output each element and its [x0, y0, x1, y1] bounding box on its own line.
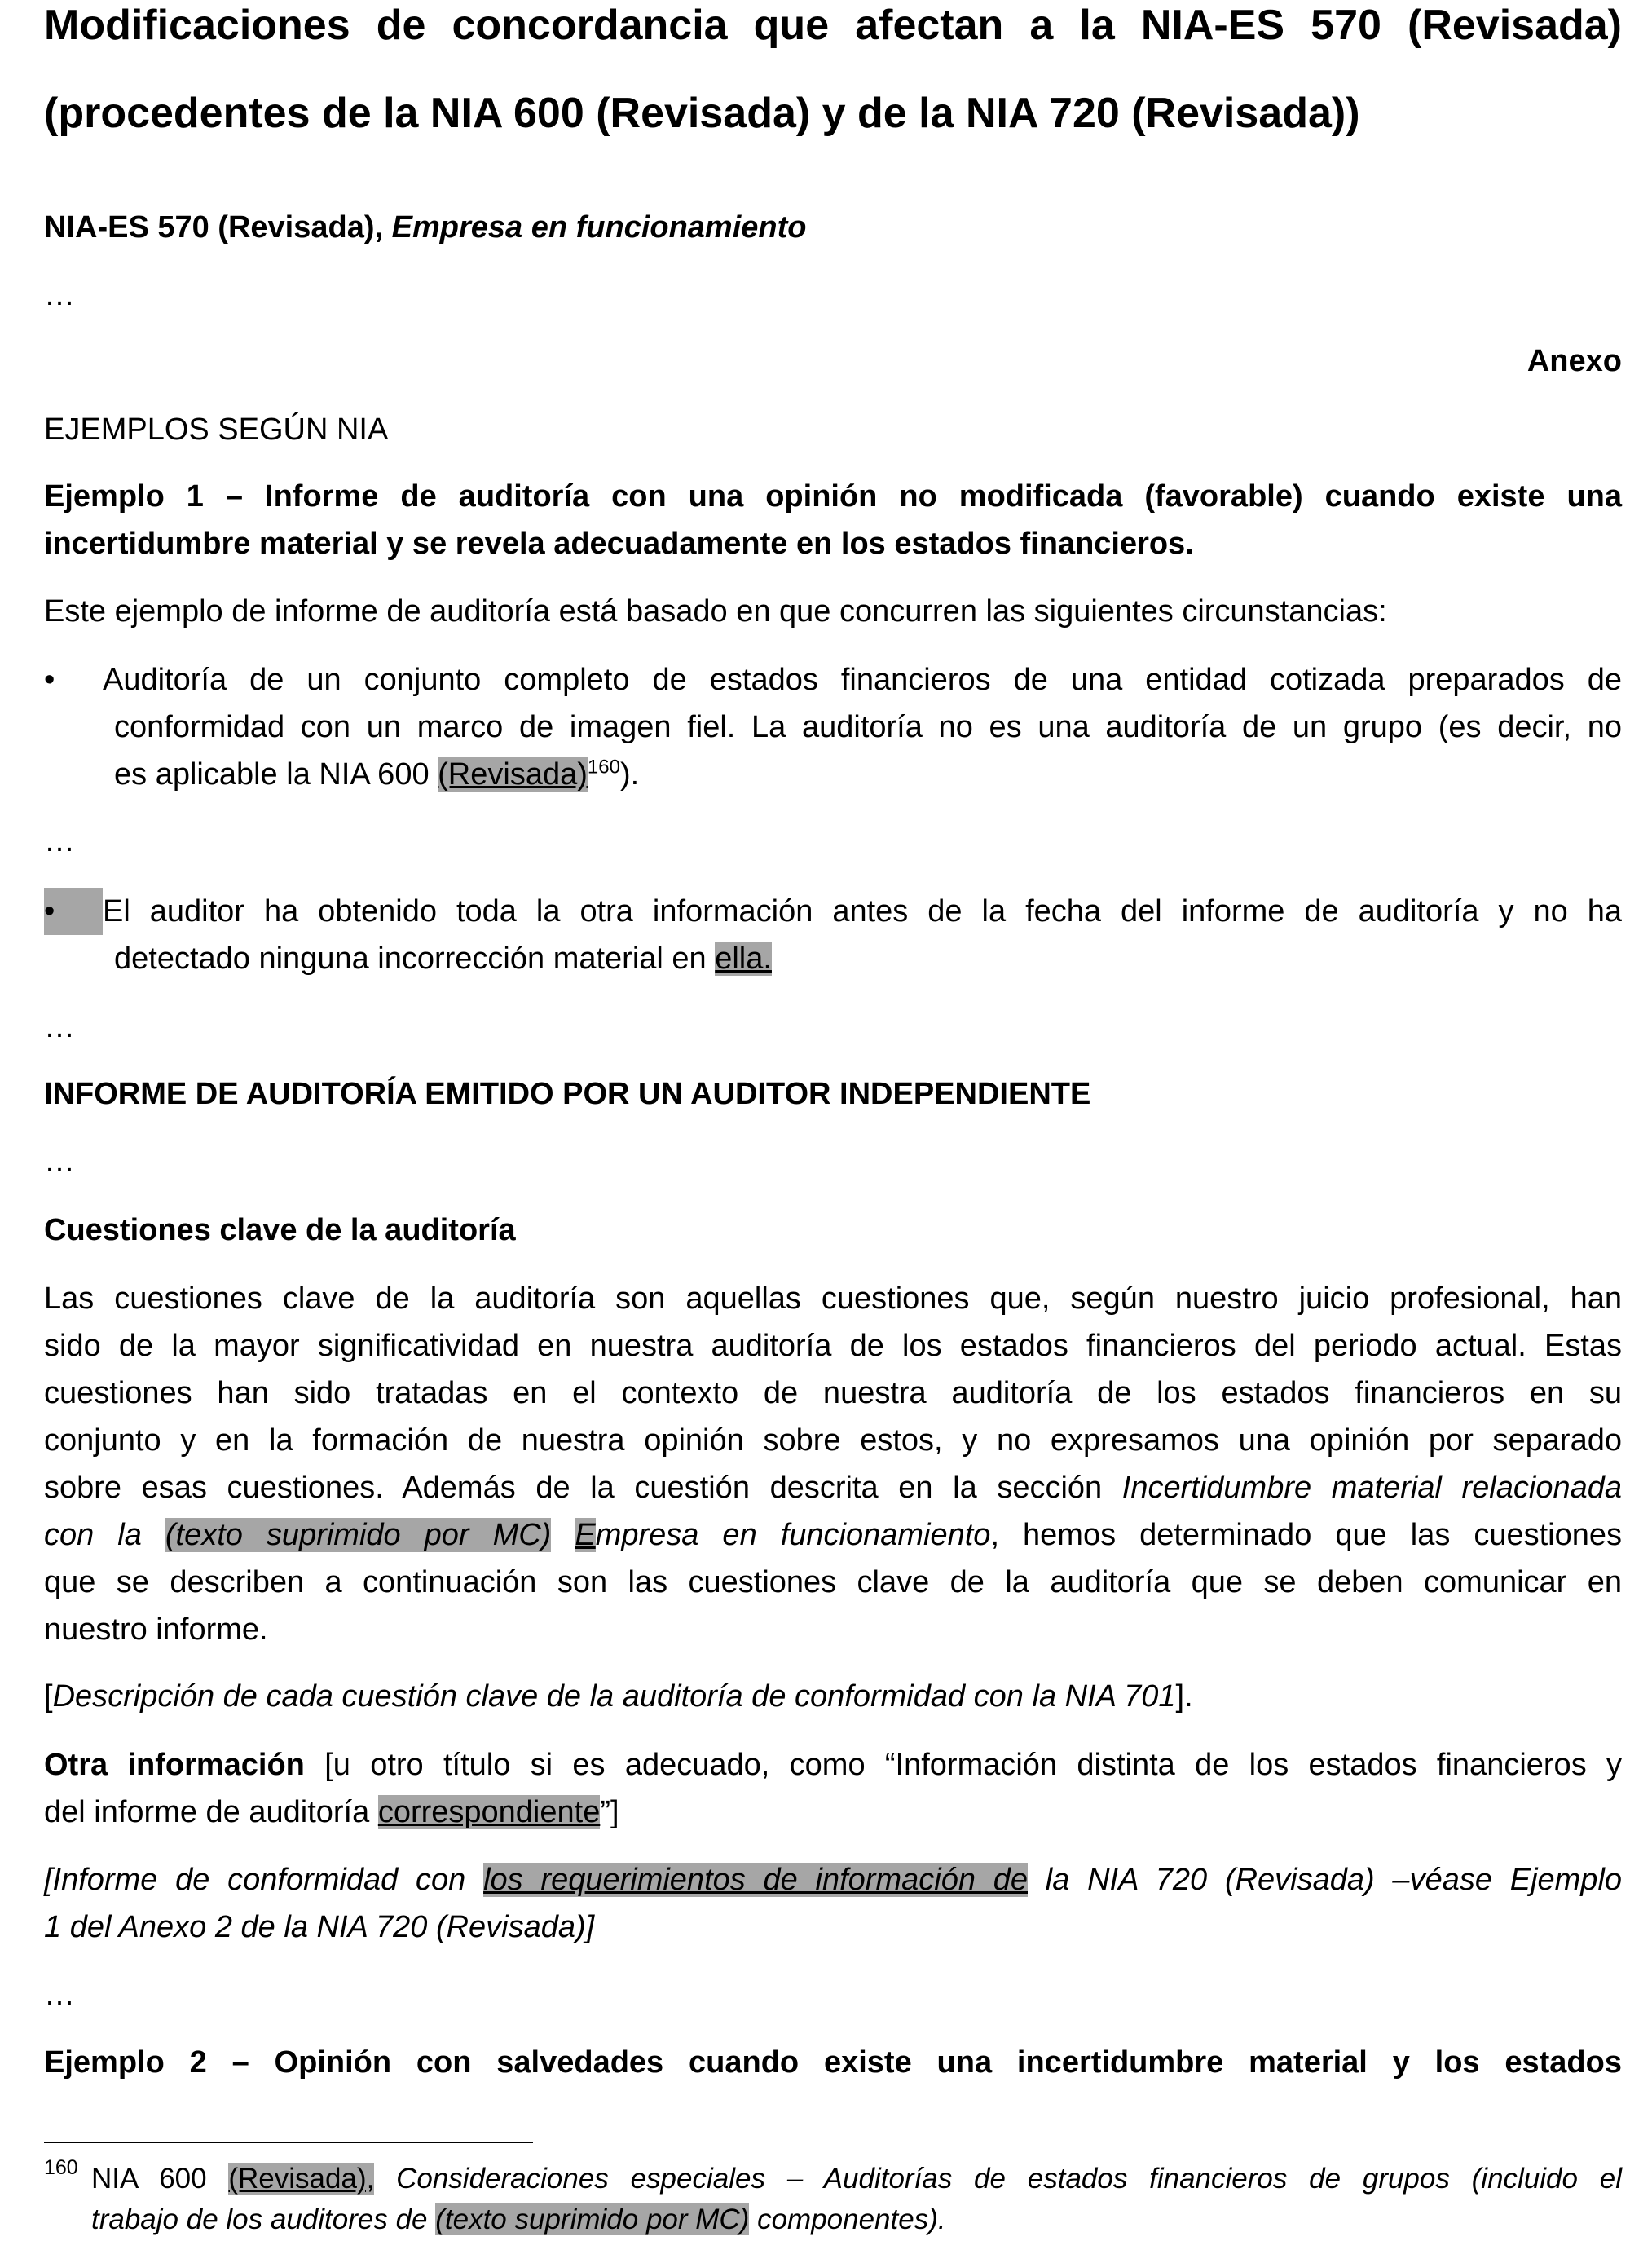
document-title-line-1: Modificaciones de concordancia que afectan a la NIA-ES 570 (Revisada): [44, 2, 1622, 49]
bullet-1-text-end: ).: [619, 757, 640, 792]
other-info-line-1: [44, 1741, 1622, 1789]
kam-section-title-cont: con la: [44, 1518, 165, 1552]
ellipsis-4: …: [44, 1145, 75, 1179]
footnote-text: NIA 600: [91, 2163, 229, 2195]
tracked-change-footnote-deleted: (texto suprimido por MC): [435, 2203, 750, 2235]
kam-line-6: [44, 1511, 1622, 1559]
example-1-heading-line-2: incertidumbre material y se revela adecuadamente en los estados financieros.: [44, 527, 1194, 561]
kam-description-placeholder: [44, 1673, 1622, 1720]
bullet-2-line-1: El auditor ha obtenido toda la otra información antes de la fecha del informe de auditoría y no ha: [103, 894, 1622, 929]
bullet-1-line-1: Auditoría de un conjunto completo de estados financieros de una entidad cotizada preparados de: [103, 663, 1622, 697]
kam-line-5: [44, 1464, 1622, 1511]
bullet-2-line-2: [114, 935, 1622, 982]
ellipsis-3: …: [44, 1010, 75, 1044]
tracked-change-deleted-text: (texto suprimido por MC): [165, 1518, 552, 1552]
standard-subheading: [44, 204, 1622, 251]
ellipsis-5: …: [44, 1978, 75, 2012]
example-1-intro: Este ejemplo de informe de auditoría está basado en que concurren las siguientes circunstancias:: [44, 594, 1387, 629]
bullet-marker-highlighted: •: [44, 888, 103, 935]
tracked-change-requerimientos: los requerimientos de información de: [483, 1863, 1028, 1897]
bullet-marker: •: [44, 663, 55, 697]
kam-description-text: Descripción de cada cuestión clave de la auditoría de conformidad con la NIA 701: [52, 1679, 1176, 1714]
footnote-title-end: componentes).: [749, 2203, 946, 2235]
footnote-separator: [44, 2142, 533, 2143]
example-1-heading-line-1: Ejemplo 1 – Informe de auditoría con una opinión no modificada (favorable) cuando existe una: [44, 479, 1622, 514]
bullet-1-text: es aplicable la NIA 600: [114, 757, 438, 792]
footnote-line-2: [91, 2199, 946, 2240]
document-title-line-2: (procedentes de la NIA 600 (Revisada) y de la NIA 720 (Revisada)): [44, 90, 1360, 137]
kam-line-7: que se describen a continuación son las cuestiones clave de la auditoría que se deben comunicar en: [44, 1565, 1622, 1599]
tracked-change-ella: ella.: [715, 942, 772, 976]
other-info-heading: Otra información: [44, 1748, 305, 1782]
footnote-line-1: [91, 2159, 1622, 2199]
other-info-line-2-text: del informe de auditoría: [44, 1795, 378, 1829]
bracket-open: [: [44, 1679, 53, 1714]
other-info-report-text-end: la NIA 720 (Revisada) –véase Ejemplo: [1028, 1863, 1623, 1897]
footnote-reference: 160: [587, 756, 620, 779]
bullet-2-text: detectado ninguna incorrección material en: [114, 942, 716, 976]
tracked-change-footnote-revisada: (Revisada),: [228, 2163, 375, 2195]
kam-line-1: Las cuestiones clave de la auditoría son aquellas cuestiones que, según nuestro juicio profesional, han: [44, 1281, 1622, 1316]
report-heading: INFORME DE AUDITORÍA EMITIDO POR UN AUDITOR INDEPENDIENTE: [44, 1077, 1091, 1111]
ellipsis-2: …: [44, 824, 75, 858]
tracked-change-revisada: (Revisada): [438, 757, 588, 792]
kam-section-title: Incertidumbre material relacionada: [1121, 1471, 1622, 1505]
examples-label: EJEMPLOS SEGÚN NIA: [44, 412, 389, 447]
kam-line-6-text: , hemos determinado que las cuestiones: [990, 1518, 1622, 1552]
kam-section-title-end: mpresa en funcionamiento: [595, 1518, 991, 1552]
kam-line-4: conjunto y en la formación de nuestra opinión sobre estos, y no expresamos una opinión por separado: [44, 1423, 1622, 1458]
kam-line-5-text: sobre esas cuestiones. Además de la cuestión descrita en la sección: [44, 1471, 1122, 1505]
footnote-title-cont: trabajo de los auditores de: [91, 2203, 436, 2235]
kam-line-8: nuestro informe.: [44, 1612, 268, 1647]
example-2-heading-line-1: Ejemplo 2 – Opinión con salvedades cuando existe una incertidumbre material y los estados: [44, 2045, 1622, 2080]
footnote-number: 160: [44, 2156, 78, 2179]
bullet-1-line-3: [114, 751, 1622, 798]
other-info-report-text: [Informe de conformidad con: [44, 1863, 484, 1897]
other-info-report-line-1: [44, 1856, 1622, 1903]
other-info-line-1-text: [u otro título si es adecuado, como “Información distinta de los estados financieros y: [304, 1748, 1622, 1782]
footnote-title: Consideraciones especiales – Auditorías de estados financieros de grupos (incluido el: [374, 2163, 1623, 2195]
tracked-change-correspondiente: correspondiente: [377, 1795, 601, 1829]
other-info-line-2-end: ”]: [600, 1795, 619, 1829]
standard-subtitle: Empresa en funcionamiento: [391, 210, 807, 245]
tracked-change-capital-e: E: [575, 1518, 596, 1552]
other-info-line-2: [44, 1789, 1622, 1836]
kam-line-2: sido de la mayor significatividad en nuestra auditoría de los estados financieros del periodo actual. Estas: [44, 1329, 1622, 1363]
bracket-close: ].: [1175, 1679, 1193, 1714]
standard-name: NIA-ES 570 (Revisada),: [44, 210, 392, 245]
kam-heading: Cuestiones clave de la auditoría: [44, 1213, 516, 1247]
annex-label: Anexo: [1526, 344, 1622, 378]
bullet-1-line-2: conformidad con un marco de imagen fiel. La auditoría no es una auditoría de un grupo (es decir, no: [114, 710, 1622, 744]
ellipsis-1: …: [44, 278, 75, 312]
other-info-report-line-2: 1 del Anexo 2 de la NIA 720 (Revisada)]: [44, 1910, 595, 1944]
kam-line-3: cuestiones han sido tratadas en el contexto de nuestra auditoría de los estados financieros en su: [44, 1376, 1622, 1410]
